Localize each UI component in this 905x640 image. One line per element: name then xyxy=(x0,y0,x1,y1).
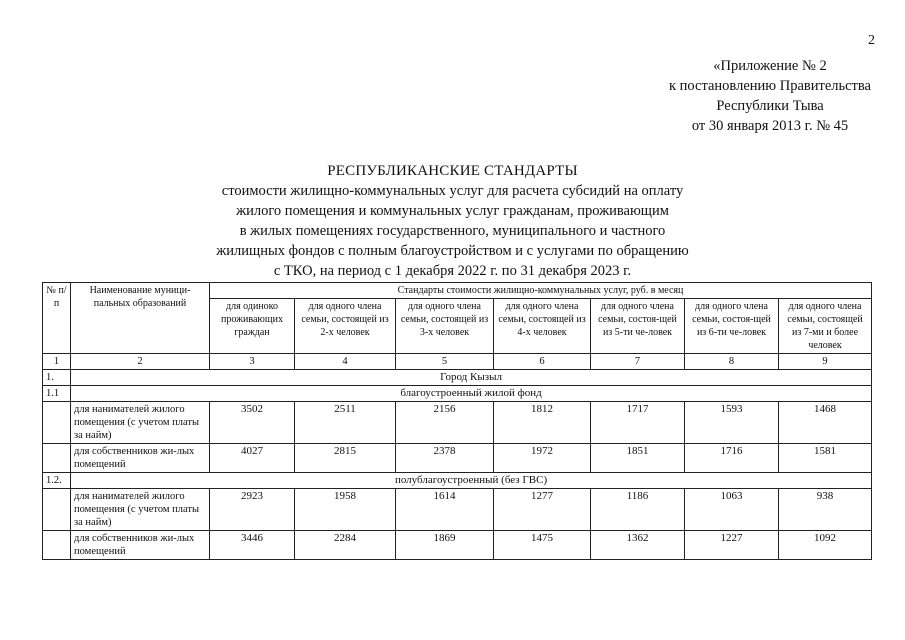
value-cell: 2378 xyxy=(396,444,494,473)
sub-header-cell: для одиноко проживающих граждан xyxy=(210,299,295,354)
value-cell: 1277 xyxy=(494,489,591,531)
column-number: 6 xyxy=(494,354,591,370)
column-number: 3 xyxy=(210,354,295,370)
header-row xyxy=(43,283,872,299)
value-cell: 2923 xyxy=(210,489,295,531)
column-number: 4 xyxy=(295,354,396,370)
table-row xyxy=(43,489,872,531)
section-number: 1.2. xyxy=(43,473,71,489)
section-title: полублагоустроенный (без ГВС) xyxy=(71,473,872,489)
value-cell: 4027 xyxy=(210,444,295,473)
title-line: стоимости жилищно-коммунальных услуг для расчета субсидий на оплату xyxy=(221,183,684,199)
appendix-line: к постановлению Правительства xyxy=(669,78,871,94)
title-line: жилого помещения и коммунальных услуг гражданам, проживающим xyxy=(236,203,669,219)
header-number: № п/п xyxy=(43,283,71,354)
empty-cell xyxy=(43,402,71,444)
section-title: благоустроенный жилой фонд xyxy=(71,386,872,402)
appendix-line: «Приложение № 2 xyxy=(713,58,827,74)
row-label: для нанимателей жилого помещения (с учетом платы за найм) xyxy=(71,402,210,444)
sub-header-cell: для одного члена семьи, состоящей из 2-х человек xyxy=(295,299,396,354)
appendix-line: Республики Тыва xyxy=(716,98,824,114)
value-cell: 1475 xyxy=(494,531,591,560)
sub-header-cell: для одного члена семьи, состоящей из 4-х человек xyxy=(494,299,591,354)
row-label: для собственников жи-лых помещений xyxy=(71,444,210,473)
value-cell: 3502 xyxy=(210,402,295,444)
sub-header-cell: для одного члена семьи, состоящей из 7-ми и более человек xyxy=(779,299,872,354)
value-cell: 1092 xyxy=(779,531,872,560)
section-number: 1.1 xyxy=(43,386,71,402)
value-cell: 2815 xyxy=(295,444,396,473)
appendix-line: от 30 января 2013 г. № 45 xyxy=(691,118,849,134)
value-cell: 1958 xyxy=(295,489,396,531)
column-number: 7 xyxy=(591,354,685,370)
value-cell: 1227 xyxy=(685,531,779,560)
row-label: для собственников жи-лых помещений xyxy=(71,531,210,560)
value-cell: 1812 xyxy=(494,402,591,444)
value-cell: 938 xyxy=(779,489,872,531)
value-cell: 1063 xyxy=(685,489,779,531)
section-row xyxy=(43,473,872,489)
city-row xyxy=(43,370,872,386)
value-cell: 1614 xyxy=(396,489,494,531)
city-number: 1. xyxy=(43,370,71,386)
value-cell: 1362 xyxy=(591,531,685,560)
page-number: 2 xyxy=(868,33,875,48)
appendix-reference xyxy=(655,56,885,136)
city-name: Город Кызыл xyxy=(71,370,872,386)
column-number: 9 xyxy=(779,354,872,370)
standards-table xyxy=(42,282,872,560)
value-cell: 2156 xyxy=(396,402,494,444)
value-cell: 1186 xyxy=(591,489,685,531)
empty-cell xyxy=(43,531,71,560)
value-cell: 2284 xyxy=(295,531,396,560)
value-cell: 1851 xyxy=(591,444,685,473)
value-cell: 1869 xyxy=(396,531,494,560)
value-cell: 3446 xyxy=(210,531,295,560)
value-cell: 1468 xyxy=(779,402,872,444)
column-number: 1 xyxy=(43,354,71,370)
table-row xyxy=(43,444,872,473)
column-number-row xyxy=(43,354,872,370)
header-municipality: Наименование муници-пальных образований xyxy=(71,283,210,354)
header-group: Стандарты стоимости жилищно-коммунальных услуг, руб. в месяц xyxy=(210,283,872,299)
empty-cell xyxy=(43,444,71,473)
empty-cell xyxy=(43,489,71,531)
title-line: в жилых помещениях государственного, муниципального и частного xyxy=(239,223,666,239)
title-line: жилищных фондов с полным благоустройством и с услугами по обращению xyxy=(216,243,689,259)
value-cell: 2511 xyxy=(295,402,396,444)
sub-header-cell: для одного члена семьи, состоя-щей из 5-ти че-ловек xyxy=(591,299,685,354)
value-cell: 1717 xyxy=(591,402,685,444)
section-row xyxy=(43,386,872,402)
row-label: для нанимателей жилого помещения (с учетом платы за найм) xyxy=(71,489,210,531)
document-title xyxy=(180,161,725,281)
column-number: 5 xyxy=(396,354,494,370)
value-cell: 1972 xyxy=(494,444,591,473)
title-line: с ТКО, на период с 1 декабря 2022 г. по 31 декабря 2023 г. xyxy=(273,263,632,279)
value-cell: 1593 xyxy=(685,402,779,444)
sub-header-cell: для одного члена семьи, состоящей из 3-х человек xyxy=(396,299,494,354)
column-number: 2 xyxy=(71,354,210,370)
sub-header-cell: для одного члена семьи, состоя-щей из 6-ти че-ловек xyxy=(685,299,779,354)
title-main: РЕСПУБЛИКАНСКИЕ СТАНДАРТЫ xyxy=(327,163,578,179)
value-cell: 1581 xyxy=(779,444,872,473)
value-cell: 1716 xyxy=(685,444,779,473)
column-number: 8 xyxy=(685,354,779,370)
table-row xyxy=(43,402,872,444)
table-row xyxy=(43,531,872,560)
